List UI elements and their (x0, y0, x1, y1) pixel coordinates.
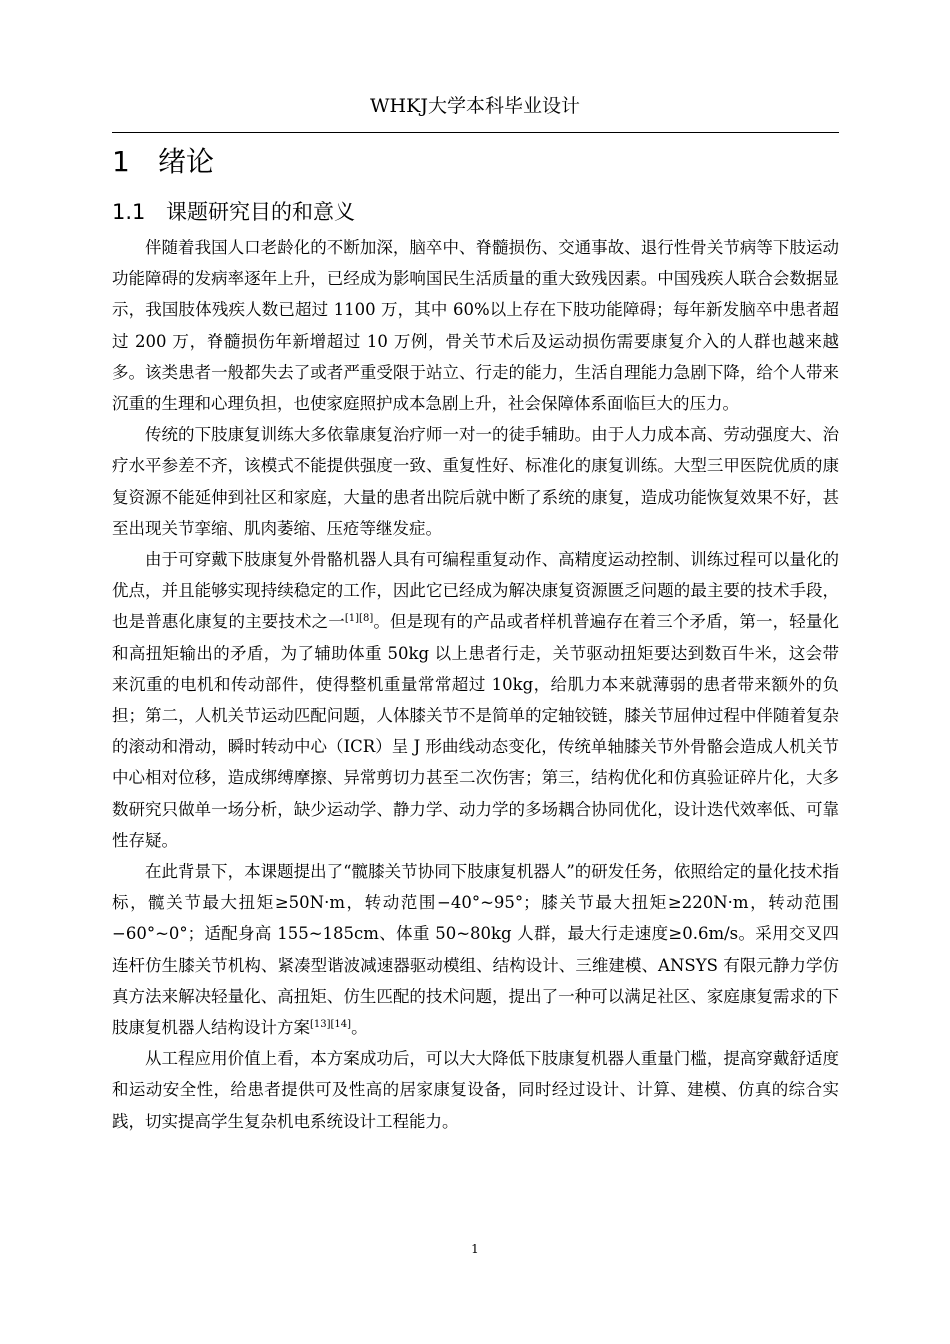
running-header-title: WHKJ大学本科毕业设计 (370, 95, 580, 117)
chapter-heading (112, 142, 214, 182)
body-text (112, 232, 839, 1137)
chapter-number: 1 (112, 145, 130, 178)
paragraph: 传统的下肢康复训练大多依靠康复治疗师一对一的徒手辅助。由于人力成本高、劳动强度大、治疗水平参差不齐，该模式不能提供强度一致、重复性好、标准化的康复训练。大型三甲医院优质的康复资源不能延伸到社区和家庭，大量的患者出院后就中断了系统的康复，造成功能恢复效果不好，甚至出现关节挛缩、肌肉萎缩、压疮等继发症。 (112, 425, 839, 538)
paragraph-text: 。 (351, 1018, 368, 1038)
paragraph (112, 544, 839, 856)
citation-ref: [13][14] (310, 1019, 352, 1031)
section-heading (112, 196, 355, 228)
page-number: 1 (471, 1242, 479, 1256)
paragraph: 从工程应用价值上看，本方案成功后，可以大大降低下肢康复机器人重量门槛，提高穿戴舒适度和运动安全性，给患者提供可及性高的居家康复设备，同时经过设计、计算、建模、仿真的综合实践，切实提高学生复杂机电系统设计工程能力。 (112, 1049, 839, 1131)
paragraph-text: 。但是现有的产品或者样机普遍存在着三个矛盾，第一，轻量化和高扭矩输出的矛盾，为了辅助体重 50kg 以上患者行走，关节驱动扭矩要达到数百牛米，这会带来沉重的电机和传动部件，使得整机重量常常超过 10kg，给肌力本来就薄弱的患者带来额外的负担；第二，人机关节运动匹配问题，人体膝关节不是简单的定轴铰链，膝关节屈伸过程中伴随着复杂的滚动和滑动，瞬时转动中心（ICR）呈 J 形曲线动态变化，传统单轴膝关节外骨骼会造成人机关节中心相对位移，造成绑缚摩擦、异常剪切力甚至二次伤害；第三，结构优化和仿真验证碎片化，大多数研究只做单一场分析，缺少运动学、静力学、动力学的多场耦合协同优化，设计迭代效率低、可靠性存疑。 (112, 612, 840, 850)
chapter-title: 绪论 (158, 145, 215, 178)
citation-ref: [1][8] (344, 613, 374, 625)
section-title: 课题研究目的和意义 (166, 200, 355, 224)
header-divider (112, 132, 839, 133)
section-number: 1.1 (112, 200, 146, 224)
paragraph-text: 由于可穿戴下肢康复外骨骼机器人具有可编程重复动作、高精度运动控制、训练过程可以量化的优点，并且能够实现持续稳定的工作，因此它已经成为解决康复资源匮乏问题的最主要的技术手段，也是普惠化康复的主要技术之一 (112, 550, 839, 632)
paragraph: 伴随着我国人口老龄化的不断加深，脑卒中、脊髓损伤、交通事故、退行性骨关节病等下肢运动功能障碍的发病率逐年上升，已经成为影响国民生活质量的重大致残因素。中国残疾人联合会数据显示，我国肢体残疾人数已超过 1100 万，其中 60%以上存在下肢功能障碍；每年新发脑卒中患者超过 200 万，脊髓损伤年新增超过 10 万例，骨关节术后及运动损伤需要康复介入的人群也越来越多。该类患者一般都失去了或者严重受限于站立、行走的能力，生活自理能力急剧下降，给个人带来沉重的生理和心理负担，也使家庭照护成本急剧上升，社会保障体系面临巨大的压力。 (112, 238, 839, 414)
paragraph (112, 856, 839, 1043)
paragraph-text: 在此背景下，本课题提出了“髋膝关节协同下肢康复机器人”的研发任务，依照给定的量化技术指标，髋关节最大扭矩≥50N·m，转动范围−40°~95°；膝关节最大扭矩≥220N·m，转动范围−60°~0°；适配身高 155~185cm、体重 50~80kg 人群，最大行走速度≥0.6m/s。采用交叉四连杆仿生膝关节机构、紧凑型谐波减速器驱动模组、结构设计、三维建模、ANSYS 有限元静力学仿真方法来解决轻量化、高扭矩、仿生匹配的技术问题，提出了一种可以满足社区、家庭康复需求的下肢康复机器人结构设计方案 (112, 862, 839, 1038)
